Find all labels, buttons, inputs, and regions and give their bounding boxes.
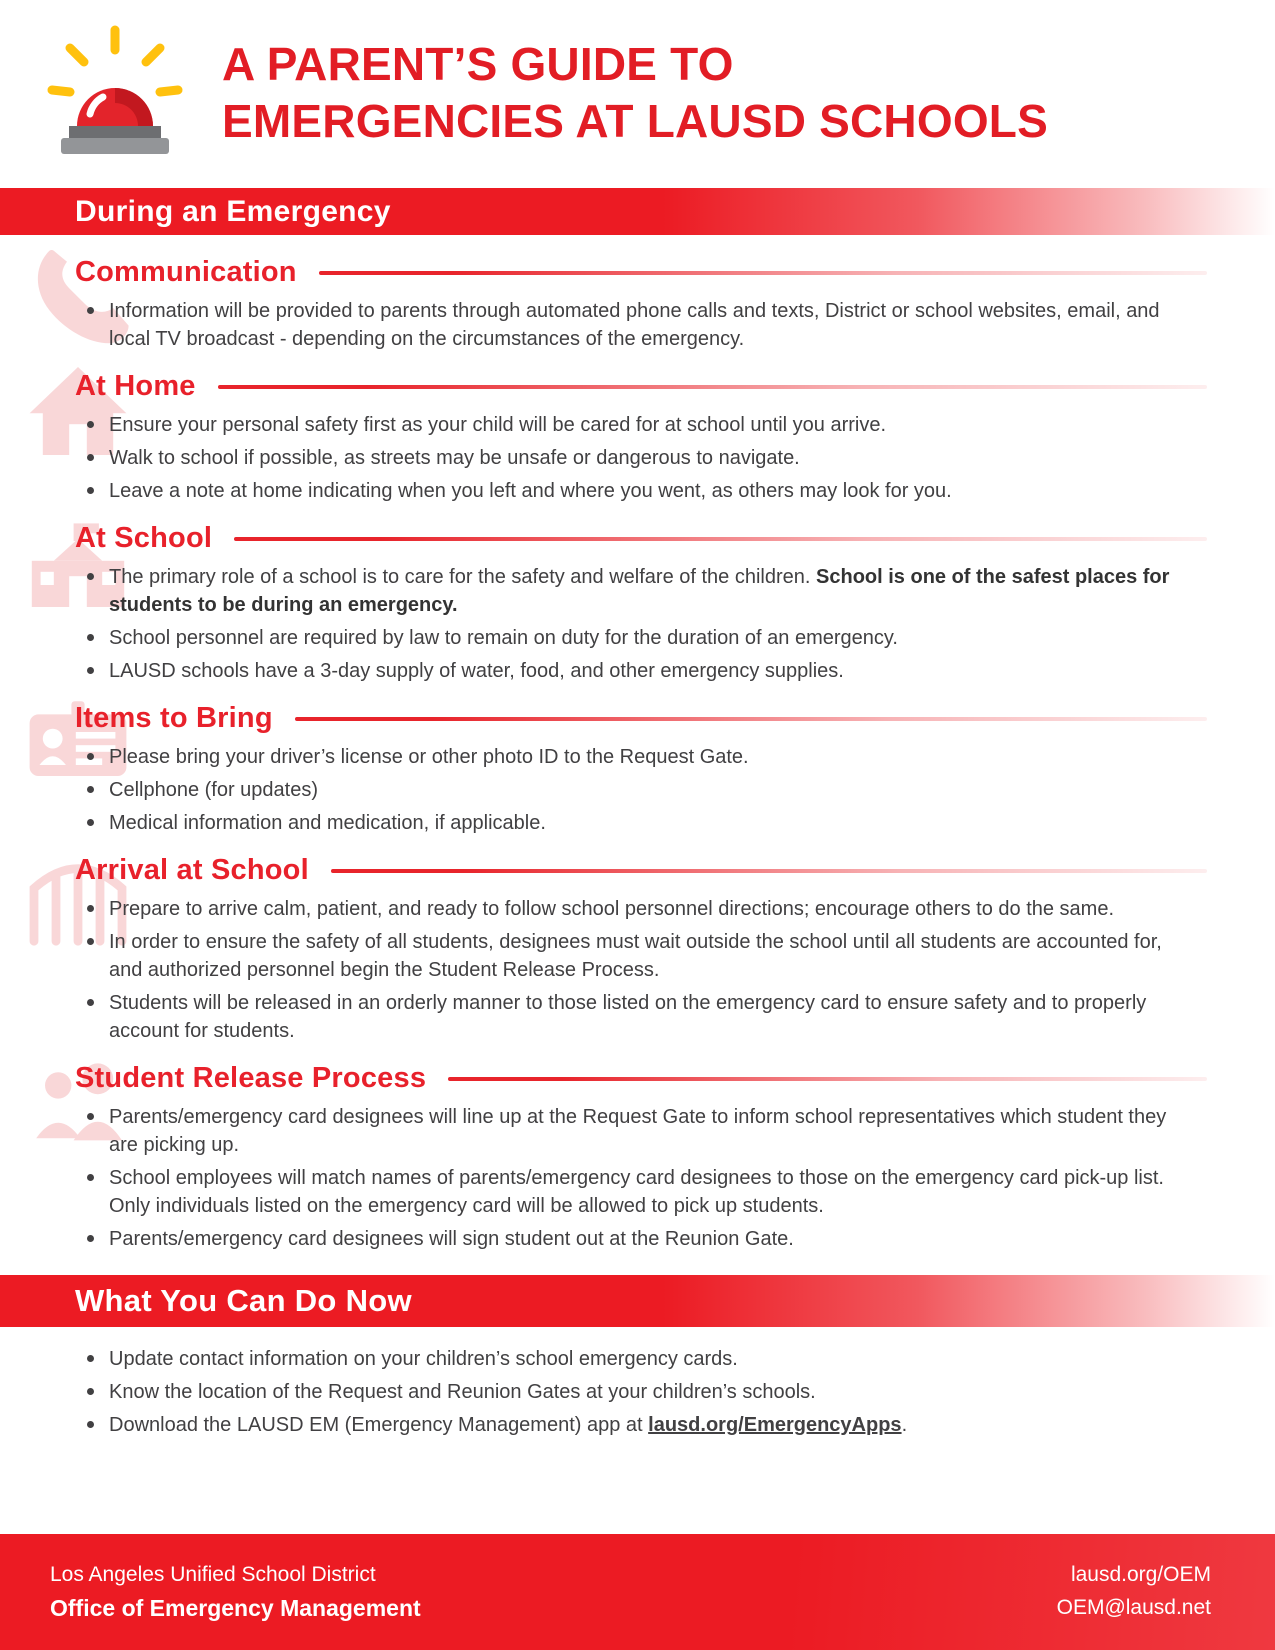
header	[0, 0, 1275, 182]
footer-org	[50, 1563, 421, 1622]
heading-rule	[319, 271, 1207, 275]
bullet-list	[75, 1345, 1207, 1439]
bullet-item: School employees will match names of parents/emergency card designees to those on the emergency card pick-up list. Only individuals listed on the emergency card will be allowed to pick up students.	[85, 1164, 1177, 1220]
section-heading: Arrival at School	[75, 854, 309, 886]
bullet-item: Walk to school if possible, as streets may be unsafe or dangerous to navigate.	[85, 444, 1177, 472]
title-line-2: EMERGENCIES AT LAUSD SCHOOLS	[222, 95, 1048, 148]
main-content	[0, 235, 1275, 1253]
heading-rule	[234, 537, 1207, 541]
bullet-item: Parents/emergency card designees will sign student out at the Reunion Gate.	[85, 1225, 1177, 1253]
section-student-release	[75, 1062, 1207, 1253]
section-arrival-at-school	[75, 854, 1207, 1045]
bullet-list	[75, 895, 1207, 1045]
section-heading: Student Release Process	[75, 1062, 427, 1094]
footer-url[interactable]: lausd.org/OEM	[1070, 1563, 1211, 1587]
section-items-to-bring	[75, 702, 1207, 837]
bullet-item: Parents/emergency card designees will line up at the Request Gate to inform school representatives which student they are picking up.	[85, 1103, 1177, 1159]
section-at-school	[75, 522, 1207, 685]
bullet-item: Please bring your driver’s license or other photo ID to the Request Gate.	[85, 743, 1177, 771]
footer	[0, 1534, 1275, 1650]
bullet-item: Cellphone (for updates)	[85, 776, 1177, 804]
section-heading: Items to Bring	[75, 702, 273, 734]
bullet-item: Leave a note at home indicating when you left and where you went, as others may look for you.	[85, 477, 1177, 505]
bullet-bold-text: School is one of the safest places for students to be during an emergency.	[109, 566, 1170, 616]
bullet-item: Update contact information on your children’s school emergency cards.	[85, 1345, 1177, 1373]
section-heading: Communication	[75, 256, 297, 288]
bullet-text: .	[901, 1414, 908, 1436]
section-at-home	[75, 370, 1207, 505]
bullet-item: Prepare to arrive calm, patient, and ready to follow school personnel directions; encourage others to do the same.	[85, 895, 1177, 923]
section-heading: At School	[75, 522, 213, 554]
bullet-item	[85, 1411, 1177, 1439]
bullet-list	[75, 1103, 1207, 1253]
bullet-item	[85, 563, 1177, 619]
emergency-apps-link[interactable]: lausd.org/EmergencyApps	[648, 1414, 902, 1436]
page-title	[222, 36, 1048, 150]
bullet-item: Students will be released in an orderly manner to those listed on the emergency card to ensure safety and to properly account for students.	[85, 989, 1177, 1045]
siren-icon	[36, 22, 194, 168]
bullet-item: Medical information and medication, if applicable.	[85, 809, 1177, 837]
heading-rule	[218, 385, 1207, 389]
bullet-item: Ensure your personal safety first as your child will be cared for at school until you arrive.	[85, 411, 1177, 439]
bullet-list	[75, 297, 1207, 353]
now-content	[0, 1327, 1275, 1439]
footer-contact	[1057, 1559, 1211, 1624]
footer-email[interactable]: OEM@lausd.net	[1056, 1596, 1211, 1619]
during-emergency-banner: During an Emergency	[0, 188, 1275, 235]
bullet-item: LAUSD schools have a 3-day supply of water, food, and other emergency supplies.	[85, 657, 1177, 685]
heading-rule	[448, 1077, 1207, 1081]
heading-rule	[331, 869, 1207, 873]
heading-rule	[295, 717, 1207, 721]
bullet-list	[75, 563, 1207, 685]
bullet-item: School personnel are required by law to remain on duty for the duration of an emergency.	[85, 624, 1177, 652]
bullet-item: Information will be provided to parents through automated phone calls and texts, District or school websites, email, and local TV broadcast - depending on the circumstances of the emergency.	[85, 297, 1177, 353]
footer-district: Los Angeles Unified School District	[50, 1562, 376, 1586]
footer-office: Office of Emergency Management	[50, 1594, 421, 1621]
bullet-list	[75, 411, 1207, 505]
section-heading: At Home	[75, 370, 196, 402]
bullet-text: The primary role of a school is to care for the safety and welfare of the children.	[109, 566, 817, 588]
bullet-item: Know the location of the Request and Reunion Gates at your children’s schools.	[85, 1378, 1177, 1406]
what-you-can-do-now-banner: What You Can Do Now	[0, 1275, 1275, 1327]
title-line-1: A PARENT’S GUIDE TO	[222, 38, 734, 90]
bullet-item: In order to ensure the safety of all students, designees must wait outside the school until all students are accounted for, and authorized personnel begin the Student Release Process.	[85, 928, 1177, 984]
bullet-text: Download the LAUSD EM (Emergency Management) app at	[109, 1414, 649, 1436]
bullet-list	[75, 743, 1207, 837]
section-communication	[75, 256, 1207, 353]
